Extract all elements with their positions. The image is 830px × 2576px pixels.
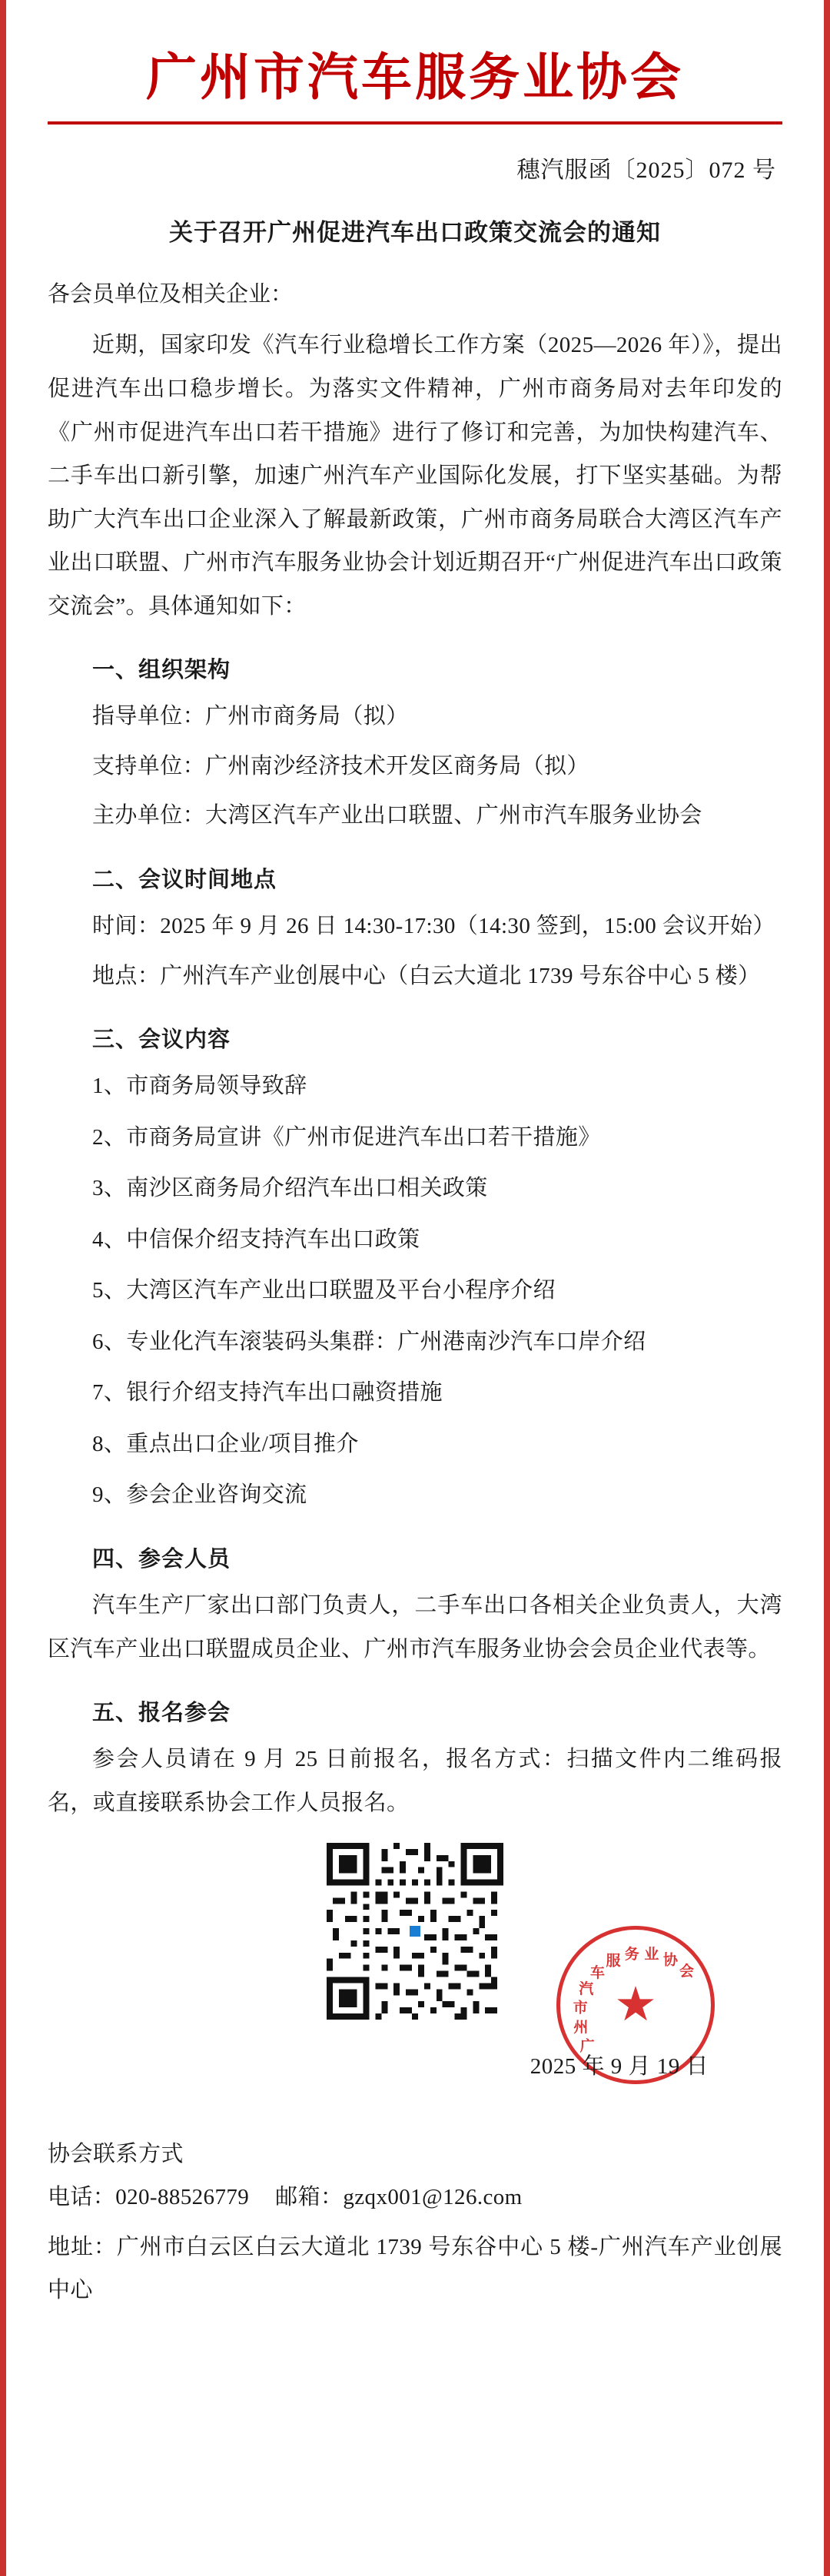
- contact-address-row: [48, 2226, 782, 2312]
- section-2-item-2: 地点：广州汽车产业创展中心（白云大道北 1739 号东谷中心 5 楼）: [92, 963, 761, 988]
- section-heading-4: 四、参会人员: [92, 1546, 231, 1572]
- section-5-item-1: 参会人员请在 9 月 25 日前报名，报名方式：扫描文件内二维码报名，或直接联系协会工作人员报名。: [48, 1747, 782, 1815]
- letterhead-divider: [48, 121, 782, 124]
- section-1-item-2: 支持单位：广州南沙经济技术开发区商务局（拟）: [92, 753, 589, 778]
- phone-value[interactable]: 020-88526779: [115, 2185, 250, 2210]
- letterhead: [48, 41, 782, 124]
- section-1-item-1: 指导单位：广州市商务局（拟）: [92, 704, 409, 729]
- right-margin-bar: [824, 0, 830, 2576]
- section-3-item-4: 4、中信保介绍支持汽车出口政策: [92, 1227, 420, 1252]
- section-3-item-3: 3、南沙区商务局介绍汽车出口相关政策: [92, 1176, 488, 1201]
- section-4-item-1: 汽车生产厂家出口部门负责人，二手车出口各相关企业负责人，大湾区汽车产业出口联盟成员企业、广州市汽车服务业协会会员企业代表等。: [48, 1592, 782, 1661]
- section-heading-2: 二、会议时间地点: [92, 867, 277, 892]
- section-2-item-1: 时间：2025 年 9 月 26 日 14:30-17:30（14:30 签到，15:00 会议开始）: [92, 913, 775, 938]
- organization-title: 广州市汽车服务业协会: [146, 50, 684, 106]
- section-3-item-8: 8、重点出口企业/项目推介: [92, 1431, 359, 1456]
- email-label: 邮箱：: [275, 2185, 344, 2210]
- intro-paragraph: 近期，国家印发《汽车行业稳增长工作方案（2025—2026 年）》，提出促进汽车出口稳步增长。为落实文件精神，广州市商务局对去年印发的《广州市促进汽车出口若干措施》进行了修订和完善，为加快构建汽车、二手车出口新引擎，加速广州汽车产业国际化发展，打下坚实基础。为帮助广大汽车出口企业深入了解最新政策，广州市商务局联合大湾区汽车产业出口联盟、广州市汽车服务业协会计划近期召开“广州促进汽车出口政策交流会”。具体通知如下：: [48, 333, 782, 619]
- address-value: 广州市白云区白云大道北 1739 号东谷中心 5 楼-广州汽车产业创展中心: [48, 2234, 782, 2303]
- salutation: 各会员单位及相关企业：: [48, 282, 294, 307]
- left-margin-bar: [0, 0, 6, 2576]
- contact-heading: 协会联系方式: [48, 2142, 184, 2167]
- address-label: 地址：: [48, 2234, 117, 2259]
- email-value[interactable]: gzqx001@126.com: [343, 2185, 523, 2210]
- section-1-item-3: 主办单位：大湾区汽车产业出口联盟、广州市汽车服务业协会: [92, 803, 702, 828]
- section-heading-3: 三、会议内容: [92, 1027, 231, 1053]
- section-3-item-5: 5、大湾区汽车产业出口联盟及平台小程序介绍: [92, 1278, 556, 1303]
- seal-star-icon: ★: [614, 1979, 657, 2032]
- qr-and-seal-area: [48, 1843, 782, 2096]
- section-3-item-7: 7、银行介绍支持汽车出口融资措施: [92, 1380, 443, 1406]
- document-title: 关于召开广州促进汽车出口政策交流会的通知: [169, 218, 661, 246]
- section-3-item-2: 2、市商务局宣讲《广州市促进汽车出口若干措施》: [92, 1124, 601, 1150]
- document-number: 穗汽服函〔2025〕072 号: [516, 157, 776, 183]
- seal-ring-text: 广 州 市 汽 车 服 务 业 协 会: [573, 1946, 694, 2055]
- section-heading-1: 一、组织架构: [92, 658, 231, 683]
- phone-label: 电话：: [48, 2185, 116, 2210]
- section-3-item-9: 9、参会企业咨询交流: [92, 1482, 307, 1508]
- section-3-item-1: 1、市商务局领导致辞: [92, 1074, 307, 1099]
- contact-phone-email-row: [48, 2176, 782, 2219]
- section-heading-5: 五、报名参会: [92, 1701, 231, 1726]
- section-3-item-6: 6、专业化汽车滚装码头集群：广州港南沙汽车口岸介绍: [92, 1329, 646, 1354]
- qr-code-icon: [327, 1843, 503, 2020]
- registration-qr-code[interactable]: [327, 1843, 503, 2020]
- seal-date: 2025 年 9 月 19 日: [530, 2054, 709, 2080]
